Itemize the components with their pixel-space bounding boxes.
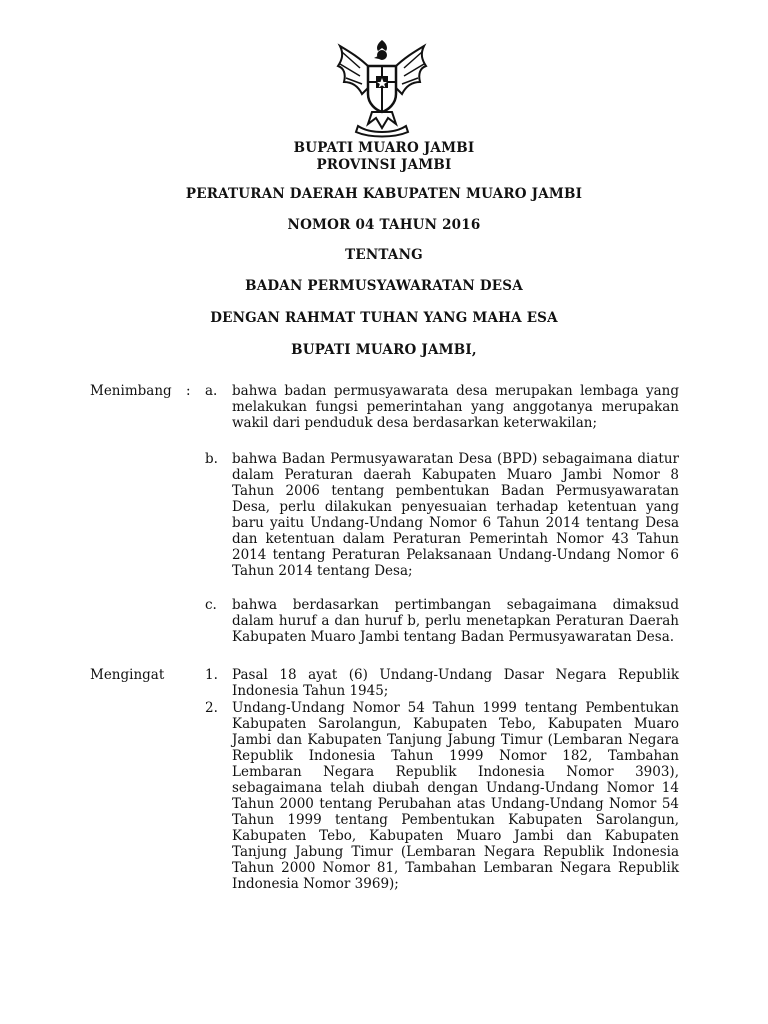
menimbang-label: Menimbang — [90, 383, 172, 399]
menimbang-marker-b: b. — [205, 451, 218, 467]
garuda-emblem-icon — [330, 38, 434, 138]
heading-title: BADAN PERMUSYAWARATAN DESA — [245, 278, 523, 294]
mengingat-marker-1: 1. — [205, 667, 218, 683]
heading-nomor: NOMOR 04 TAHUN 2016 — [287, 217, 481, 233]
menimbang-item-a: bahwa badan permusyawarata desa merupakan lembaga yang melakukan fungsi pemerintahan yang anggotanya merupakan wakil dari penduduk desa berdasarkan keterwakilan; — [232, 383, 679, 431]
heading-tentang: TENTANG — [345, 247, 423, 263]
mengingat-marker-2: 2. — [205, 700, 218, 716]
heading-peraturan: PERATURAN DAERAH KABUPATEN MUARO JAMBI — [185, 186, 583, 202]
menimbang-marker-c: c. — [205, 597, 217, 613]
heading-rahmat: DENGAN RAHMAT TUHAN YANG MAHA ESA — [210, 310, 558, 326]
mengingat-label: Mengingat — [90, 667, 165, 683]
heading-bupati-comma: BUPATI MUARO JAMBI, — [291, 342, 477, 358]
menimbang-item-c: bahwa berdasarkan pertimbangan sebagaimana dimaksud dalam huruf a dan huruf b, perlu menetapkan Peraturan Daerah Kabupaten Muaro Jambi tentang Badan Permusyawaratan Desa. — [232, 597, 679, 645]
menimbang-colon: : — [186, 383, 191, 399]
heading-provinsi: PROVINSI JAMBI — [316, 157, 452, 173]
menimbang-item-b: bahwa Badan Permusyawaratan Desa (BPD) sebagaimana diatur dalam Peraturan daerah Kabupaten Muaro Jambi Nomor 8 Tahun 2006 tentang pembentukan Badan Permusyawaratan Desa, perlu dilakukan penyesuaian terhadap ketentuan yang baru yaitu Undang-Undang Nomor 6 Tahun 2014 tentang Desa dan ketentuan dalam Peraturan Pemerintah Nomor 43 Tahun 2014 tentang Peraturan Pelaksanaan Undang-Undang Nomor 6 Tahun 2014 tentang Desa; — [232, 451, 679, 579]
heading-bupati: BUPATI MUARO JAMBI — [293, 140, 475, 156]
mengingat-item-2: Undang-Undang Nomor 54 Tahun 1999 tentang Pembentukan Kabupaten Sarolangun, Kabupaten Tebo, Kabupaten Muaro Jambi dan Kabupaten Tanjung Jabung Timur (Lembaran Negara Republik Indonesia Tahun 1999 Nomor 182, Tambahan Lembaran Negara Republik Indonesia Nomor 3903), sebagaimana telah diubah dengan Undang-Undang Nomor 14 Tahun 2000 tentang Perubahan atas Undang-Undang Nomor 54 Tahun 1999 tentang Pembentukan Kabupaten Sarolangun, Kabupaten Tebo, Kabupaten Muaro Jambi dan Kabupaten Tanjung Jabung Timur (Lembaran Negara Republik Indonesia Tahun 2000 Nomor 81, Tambahan Lembaran Negara Republik Indonesia Nomor 3969); — [232, 700, 679, 892]
menimbang-marker-a: a. — [205, 383, 218, 399]
mengingat-item-1: Pasal 18 ayat (6) Undang-Undang Dasar Negara Republik Indonesia Tahun 1945; — [232, 667, 679, 699]
